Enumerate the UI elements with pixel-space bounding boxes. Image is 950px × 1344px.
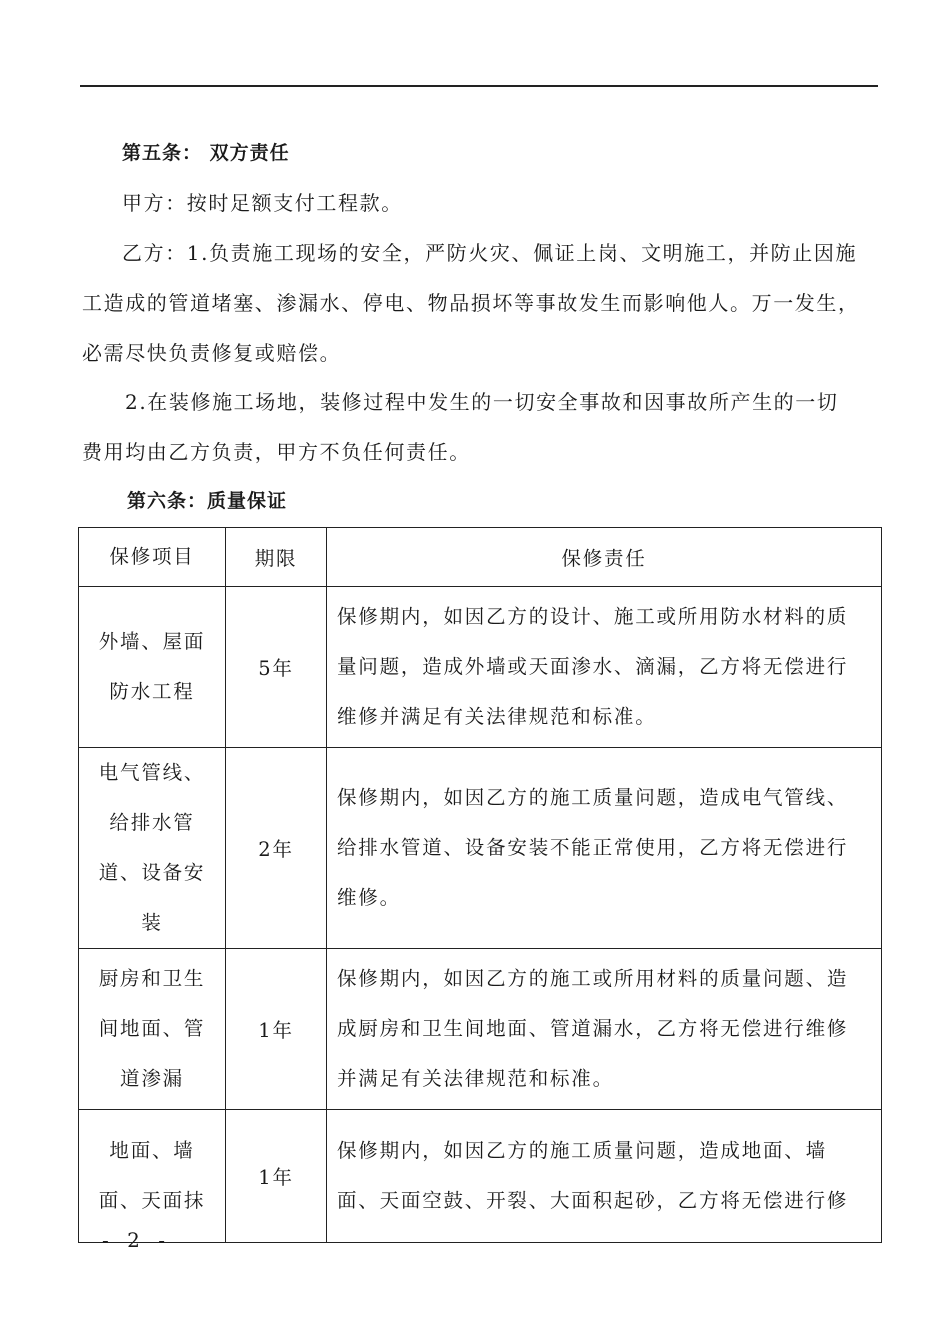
article5-party-b-2-line2: 费用均由乙方负责，甲方不负任何责任。 (82, 440, 471, 464)
row-item (79, 1110, 226, 1243)
row-item-line: 间地面、管 (98, 1017, 206, 1040)
row-item-line: 面、天面抹 (98, 1189, 206, 1212)
row-duty (327, 949, 882, 1110)
article6-title: 第六条：质量保证 (127, 490, 288, 512)
article5-party-a: 甲方：按时足额支付工程款。 (122, 191, 403, 215)
row-duty-line: 维修。 (337, 886, 401, 909)
row-duty-line: 面、天面空鼓、开裂、大面积起砂，乙方将无偿进行修 (337, 1189, 849, 1212)
row-duty-line: 并满足有关法律规范和标准。 (337, 1067, 614, 1090)
row-period: 1年 (226, 1110, 327, 1243)
table-row (79, 1110, 882, 1243)
row-duty-line: 成厨房和卫生间地面、管道漏水，乙方将无偿进行维修 (337, 1017, 849, 1040)
page-number: - 2 - (102, 1228, 171, 1252)
row-duty-line: 给排水管道、设备安装不能正常使用，乙方将无偿进行 (337, 836, 849, 859)
row-period: 2年 (226, 748, 327, 949)
article5-party-b-1-line3: 必需尽快负责修复或赔偿。 (82, 341, 342, 365)
warranty-table (78, 527, 882, 1243)
row-item (79, 949, 226, 1110)
table-header-row (79, 528, 882, 587)
row-item-line: 外墙、屋面 (98, 630, 206, 653)
row-item-line: 厨房和卫生 (98, 967, 206, 990)
row-item-line: 道、设备安 (98, 861, 206, 884)
article5-party-b-1-line2: 工造成的管道堵塞、渗漏水、停电、物品损坏等事故发生而影响他人。万一发生， (82, 291, 860, 315)
row-item-line: 防水工程 (109, 680, 195, 703)
row-item-line: 地面、墙 (109, 1139, 195, 1162)
table-row (79, 949, 882, 1110)
article5-party-b-1-line1: 乙方：1.负责施工现场的安全，严防火灾、佩证上岗、文明施工，并防止因施 (122, 241, 858, 265)
row-duty (327, 587, 882, 748)
row-item-line: 给排水管 (109, 811, 195, 834)
row-duty-line: 保修期内，如因乙方的设计、施工或所用防水材料的质 (337, 605, 849, 628)
article5-party-b-2-line1: 2.在装修施工场地，装修过程中发生的一切安全事故和因事故所产生的一切 (125, 390, 839, 414)
row-period: 1年 (226, 949, 327, 1110)
header-duty: 保修责任 (327, 528, 882, 587)
row-item (79, 748, 226, 949)
article5-title: 第五条： 双方责任 (122, 142, 290, 164)
row-duty-line: 量问题，造成外墙或天面渗水、滴漏，乙方将无偿进行 (337, 655, 849, 678)
header-rule (80, 85, 878, 87)
row-item (79, 587, 226, 748)
row-duty (327, 1110, 882, 1243)
row-item-line: 电气管线、 (98, 761, 206, 784)
row-period: 5年 (226, 587, 327, 748)
header-item: 保修项目 (79, 528, 226, 587)
row-item-line: 装 (141, 911, 163, 934)
row-duty (327, 748, 882, 949)
table-row (79, 587, 882, 748)
row-duty-line: 保修期内，如因乙方的施工质量问题，造成电气管线、 (337, 786, 849, 809)
header-period: 期限 (226, 528, 327, 587)
row-duty-line: 维修并满足有关法律规范和标准。 (337, 705, 657, 728)
row-duty-line: 保修期内，如因乙方的施工质量问题，造成地面、墙 (337, 1139, 827, 1162)
row-item-line: 道渗漏 (120, 1067, 184, 1090)
row-duty-line: 保修期内，如因乙方的施工或所用材料的质量问题、造 (337, 967, 849, 990)
table-row (79, 748, 882, 949)
